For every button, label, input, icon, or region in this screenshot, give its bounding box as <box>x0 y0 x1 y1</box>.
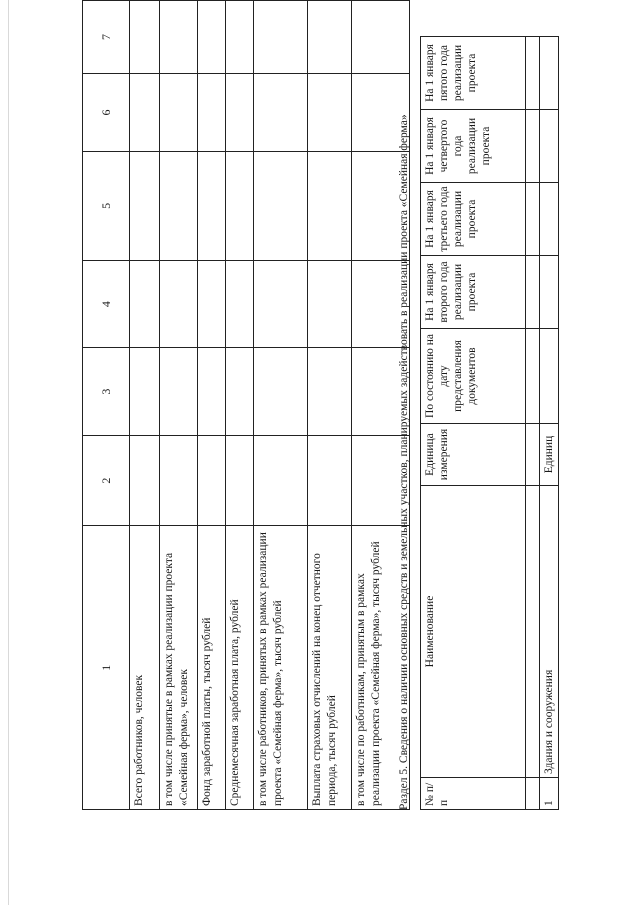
table-header-row <box>421 37 526 810</box>
table-row <box>198 1 226 810</box>
table-row <box>254 1 308 810</box>
spacer-row <box>526 37 540 810</box>
table-row <box>540 37 559 810</box>
section-5-title: Раздел 5. Сведения о наличии основных средств и земельных участков, планируемых задействовать в реализации проекта «Семейная ферма» <box>398 114 410 810</box>
header-year-5: На 1 января пятого года реализации проекта <box>421 37 526 110</box>
header-unit: Единица измерения <box>421 424 526 486</box>
employees-table <box>82 0 410 810</box>
col-header-5: 5 <box>83 151 130 260</box>
header-year-2: На 1 января второго года реализации проекта <box>421 256 526 329</box>
table-header-row <box>83 1 130 810</box>
table-row <box>226 1 254 810</box>
header-year-3: На 1 января третьего года реализации проекта <box>421 183 526 256</box>
col-header-1: 1 <box>83 526 130 810</box>
assets-table <box>420 36 559 810</box>
table-row <box>160 1 198 810</box>
col-header-3: 3 <box>83 348 130 436</box>
row-label: в том числе по работникам, принятым в рамках реализации проекта «Семейная ферма», тысяч рублей <box>352 526 410 810</box>
header-name: Наименование <box>421 486 526 778</box>
row-number: 1 <box>540 778 559 810</box>
row-label: Фонд заработной платы, тысяч рублей <box>198 526 226 810</box>
col-header-6: 6 <box>83 74 130 152</box>
row-unit: Единиц <box>540 424 559 486</box>
header-number: № п/п <box>421 778 526 810</box>
header-year-4: На 1 января четвертого года реализации проекта <box>421 110 526 183</box>
row-label: Выплата страховых отчислений на конец отчетного периода, тысяч рублей <box>308 526 352 810</box>
table-row <box>130 1 160 810</box>
row-label: в том числе принятые в рамках реализации проекта «Семейная ферма», человек <box>160 526 198 810</box>
header-as-of-date: По состоянию на дату представления документов <box>421 329 526 424</box>
row-label: в том числе работников, принятых в рамках реализации проекта «Семейная ферма», тысяч рублей <box>254 526 308 810</box>
row-label: Среднемесячная заработная плата, рублей <box>226 526 254 810</box>
row-label: Всего работников, человек <box>130 526 160 810</box>
col-header-4: 4 <box>83 260 130 348</box>
col-header-2: 2 <box>83 435 130 525</box>
col-header-7: 7 <box>83 1 130 74</box>
table-row <box>308 1 352 810</box>
row-name: Здания и сооружения <box>540 486 559 778</box>
